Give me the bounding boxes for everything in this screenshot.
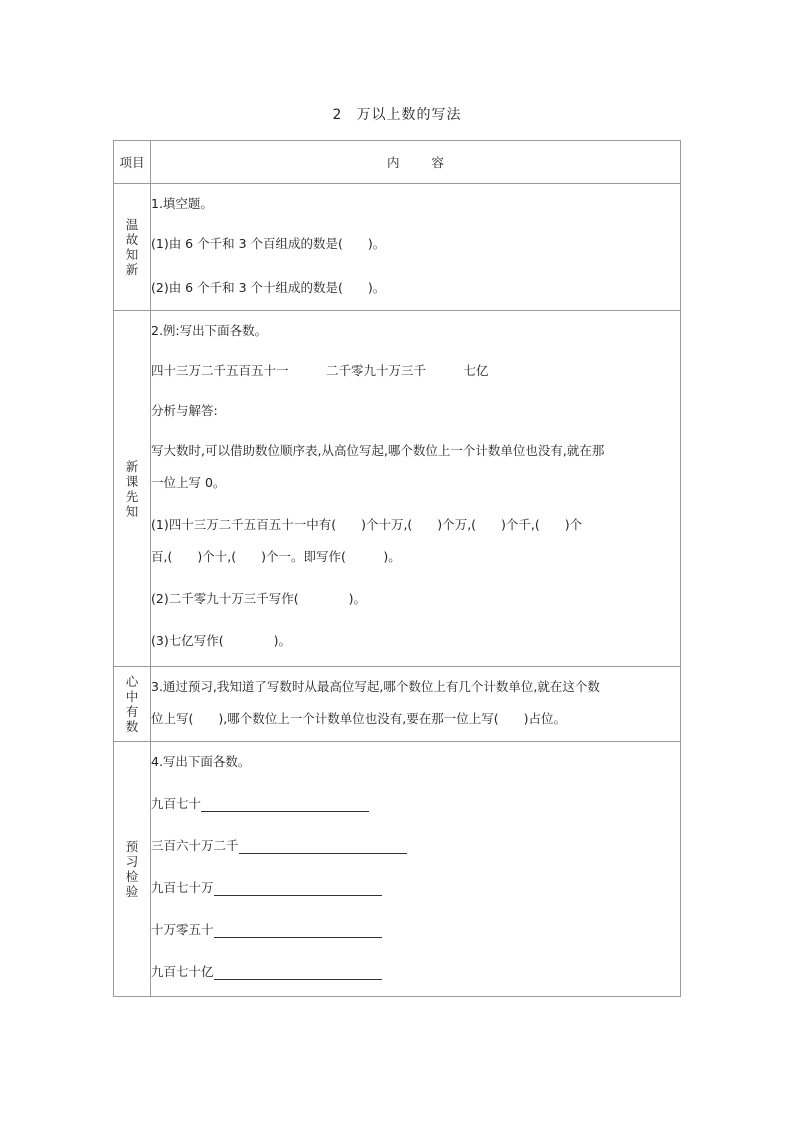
section-label: 预习检验 xyxy=(125,839,139,899)
answer-item xyxy=(151,962,680,980)
header-content-a: 内 xyxy=(386,155,400,170)
number-words: 九百七十万 xyxy=(151,880,214,895)
analysis-line: 写大数时,可以借助数位顺序表,从高位写起,哪个数位上一个计数单位也没有,就在那 xyxy=(151,443,605,458)
section-label: 心中有数 xyxy=(125,674,139,734)
answer-item xyxy=(151,794,680,812)
question-line: (3)七亿写作( )。 xyxy=(151,633,291,648)
question-line: 百,( )个十,( )个一。即写作( )。 xyxy=(151,549,401,564)
section-content-cell xyxy=(151,667,681,742)
section-review-row xyxy=(114,184,681,311)
section-summary-row xyxy=(114,667,681,742)
answer-blank[interactable] xyxy=(214,966,382,980)
answer-blank[interactable] xyxy=(214,882,382,896)
header-item-label: 项目 xyxy=(119,155,145,170)
question-line: (2)由 6 个千和 3 个十组成的数是( )。 xyxy=(151,280,386,295)
section-label-cell xyxy=(114,184,151,311)
question-line: 4.写出下面各数。 xyxy=(151,754,251,769)
example-numbers-line: 四十三万二千五百五十一 二千零九十万三千 七亿 xyxy=(151,363,489,378)
answer-item xyxy=(151,878,680,896)
section-new-row xyxy=(114,311,681,667)
summary-line: 3.通过预习,我知道了写数时从最高位写起,哪个数位上有几个计数单位,就在这个数 xyxy=(151,679,600,694)
title-text: 万以上数的写法 xyxy=(356,107,462,123)
section-label-cell xyxy=(114,311,151,667)
answer-blank[interactable] xyxy=(239,840,407,854)
number-words: 九百七十 xyxy=(151,796,202,811)
question-line: (1)由 6 个千和 3 个百组成的数是( )。 xyxy=(151,236,386,251)
section-check-row xyxy=(114,742,681,997)
section-label: 新课先知 xyxy=(125,458,139,519)
section-label-cell xyxy=(114,742,151,997)
header-item-cell xyxy=(114,141,151,184)
number-words: 十万零五十 xyxy=(151,922,214,937)
section-label-cell xyxy=(114,667,151,742)
lesson-table xyxy=(113,140,681,997)
section-content-cell xyxy=(151,311,681,667)
header-content-cell xyxy=(151,141,681,184)
analysis-line: 一位上写 0。 xyxy=(151,475,226,490)
analysis-heading: 分析与解答: xyxy=(151,403,218,418)
answer-blank[interactable] xyxy=(214,924,382,938)
title-number: 2 xyxy=(332,107,343,123)
section-content-cell xyxy=(151,742,681,997)
section-content-cell xyxy=(151,184,681,311)
question-line: (2)二千零九十万三千写作( )。 xyxy=(151,591,366,606)
question-line: (1)四十三万二千五百五十一中有( )个十万,( )个万,( )个千,( )个 xyxy=(151,517,583,532)
number-words: 三百六十万二千 xyxy=(151,838,239,853)
answer-item xyxy=(151,836,680,854)
question-line: 1.填空题。 xyxy=(151,196,213,211)
page-title xyxy=(0,104,794,124)
header-content-b: 容 xyxy=(431,155,445,170)
answer-blank[interactable] xyxy=(201,798,369,812)
section-label: 温故知新 xyxy=(125,217,139,277)
number-words: 九百七十亿 xyxy=(151,964,214,979)
answer-item xyxy=(151,920,680,938)
summary-line: 位上写( ),哪个数位上一个计数单位也没有,要在那一位上写( )占位。 xyxy=(151,711,566,726)
question-line: 2.例:写出下面各数。 xyxy=(151,323,268,338)
header-row xyxy=(114,141,681,184)
